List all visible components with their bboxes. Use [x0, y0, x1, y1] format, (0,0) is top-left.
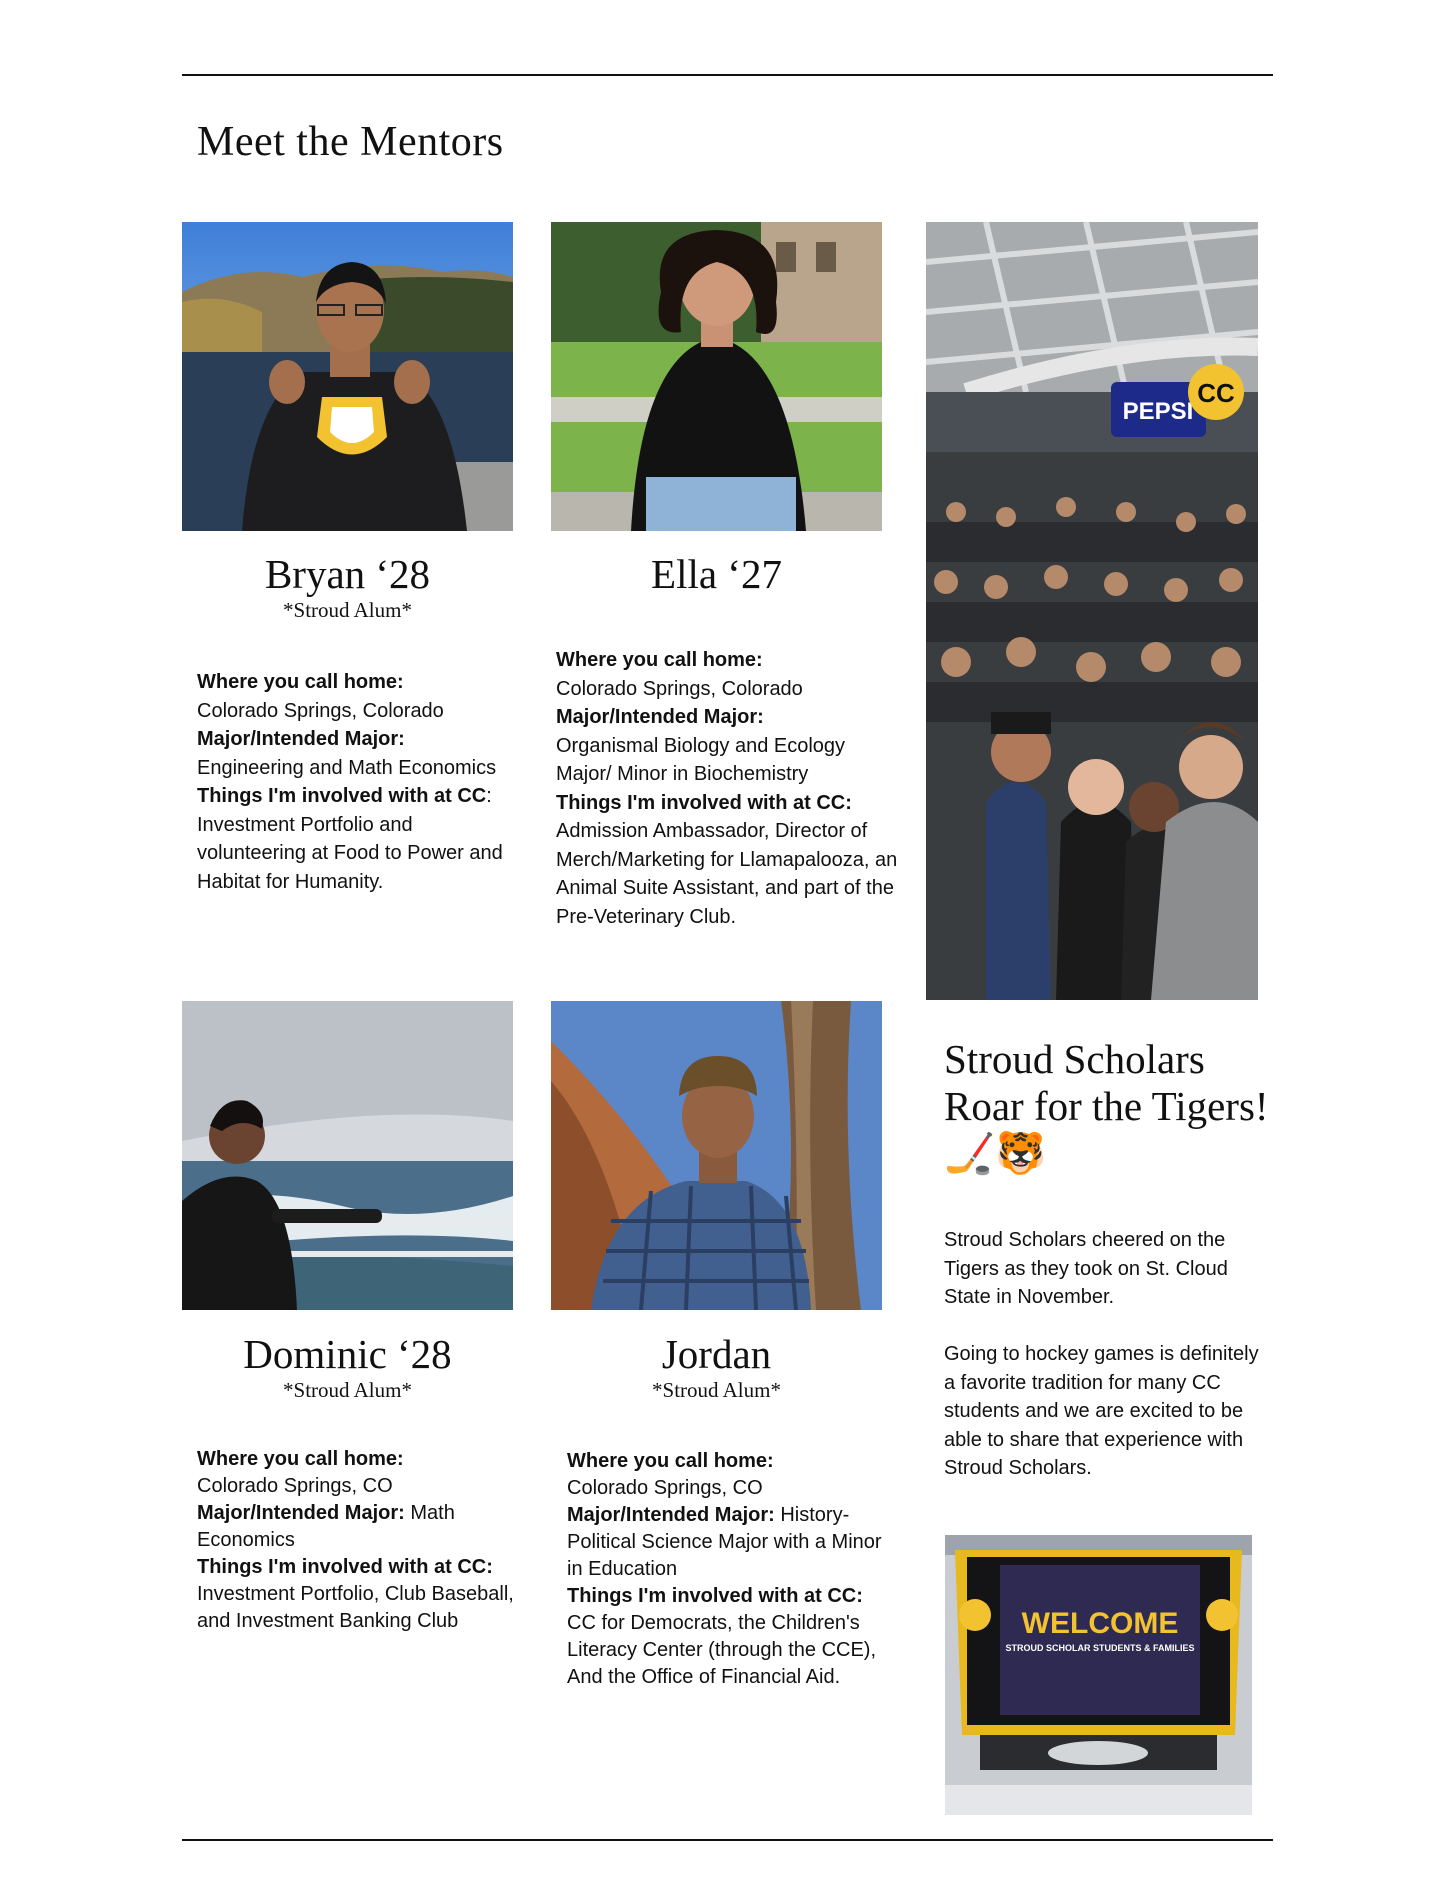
involved-label: Things I'm involved with at CC: — [567, 1585, 863, 1607]
bryan-alum-tag: *Stroud Alum* — [283, 598, 412, 622]
arena-cc-logo: CC — [1197, 378, 1235, 408]
involved-value: : Investment Portfolio and volunteering at Food to Power and Habitat for Humanity. — [197, 785, 503, 893]
scoreboard-photo — [945, 1535, 1252, 1815]
involved-value: Admission Ambassador, Director of Merch/Marketing for Llamapalooza, an Animal Suite Assistant, and part of the Pre-Veterinary Club. — [556, 820, 898, 928]
involved-label: Things I'm involved with at CC: — [556, 791, 852, 814]
involved-value: Investment Portfolio, Club Baseball, and Investment Banking Club — [197, 1583, 514, 1632]
home-value: Colorado Springs, CO — [197, 1475, 393, 1497]
hockey-crowd-photo — [926, 222, 1258, 1000]
ella-photo — [551, 222, 882, 531]
home-value: Colorado Springs, Colorado — [197, 699, 444, 722]
major-value: History-Political Science Major with a Minor in Education — [567, 1504, 882, 1580]
involved-value: CC for Democrats, the Children's Literacy Center (through the CCE), And the Office of Financial Aid. — [567, 1612, 877, 1688]
major-value: Organismal Biology and Ecology Major/ Minor in Biochemistry — [556, 734, 846, 785]
home-label: Where you call home: — [197, 1448, 404, 1470]
dominic-photo — [182, 1001, 513, 1310]
home-label: Where you call home: — [556, 649, 763, 671]
major-label: Major/Intended Major: — [197, 728, 405, 750]
page-title: Meet the Mentors — [197, 119, 504, 165]
bottom-divider — [182, 1839, 1273, 1841]
ella-info — [556, 646, 901, 931]
feature-paragraph-1: Stroud Scholars cheered on the Tigers as they took on St. Cloud State in November. — [944, 1229, 1228, 1308]
major-label: Major/Intended Major: — [197, 1502, 405, 1524]
home-value: Colorado Springs, CO — [567, 1477, 763, 1499]
bryan-photo — [182, 222, 513, 531]
major-value: Math Economics — [197, 1502, 455, 1551]
major-label: Major/Intended Major: — [556, 706, 764, 728]
jordan-photo — [551, 1001, 882, 1310]
jordan-info — [567, 1448, 897, 1691]
scoreboard-welcome: WELCOME — [1021, 1607, 1179, 1640]
ella-name: Ella ‘27 — [651, 551, 782, 597]
feature-title: Stroud Scholars Roar for the Tigers! 🏒🐯 — [944, 1036, 1269, 1176]
major-value: Engineering and Math Economics — [197, 756, 497, 779]
home-label: Where you call home: — [567, 1450, 774, 1472]
involved-label: Things I'm involved with at CC — [197, 785, 487, 807]
pepsi-sign: PEPSI — [1122, 398, 1194, 425]
home-value: Colorado Springs, Colorado — [556, 677, 803, 700]
dominic-info — [197, 1446, 527, 1635]
dominic-alum-tag: *Stroud Alum* — [283, 1378, 412, 1402]
feature-paragraph-2: Going to hockey games is definitely a favorite tradition for many CC students and we are excited to be able to share that experience with Stroud Scholars. — [944, 1343, 1259, 1479]
major-label: Major/Intended Major: — [567, 1504, 775, 1526]
bryan-name: Bryan ‘28 — [264, 551, 431, 597]
dominic-name: Dominic ‘28 — [243, 1331, 452, 1377]
bryan-info — [197, 668, 527, 896]
scoreboard-subtitle: STROUD SCHOLAR STUDENTS & FAMILIES — [1005, 1643, 1195, 1653]
top-divider — [182, 74, 1273, 76]
jordan-name: Jordan — [661, 1331, 772, 1377]
home-label: Where you call home: — [197, 671, 404, 693]
jordan-alum-tag: *Stroud Alum* — [652, 1378, 781, 1402]
involved-label: Things I'm involved with at CC: — [197, 1556, 493, 1578]
